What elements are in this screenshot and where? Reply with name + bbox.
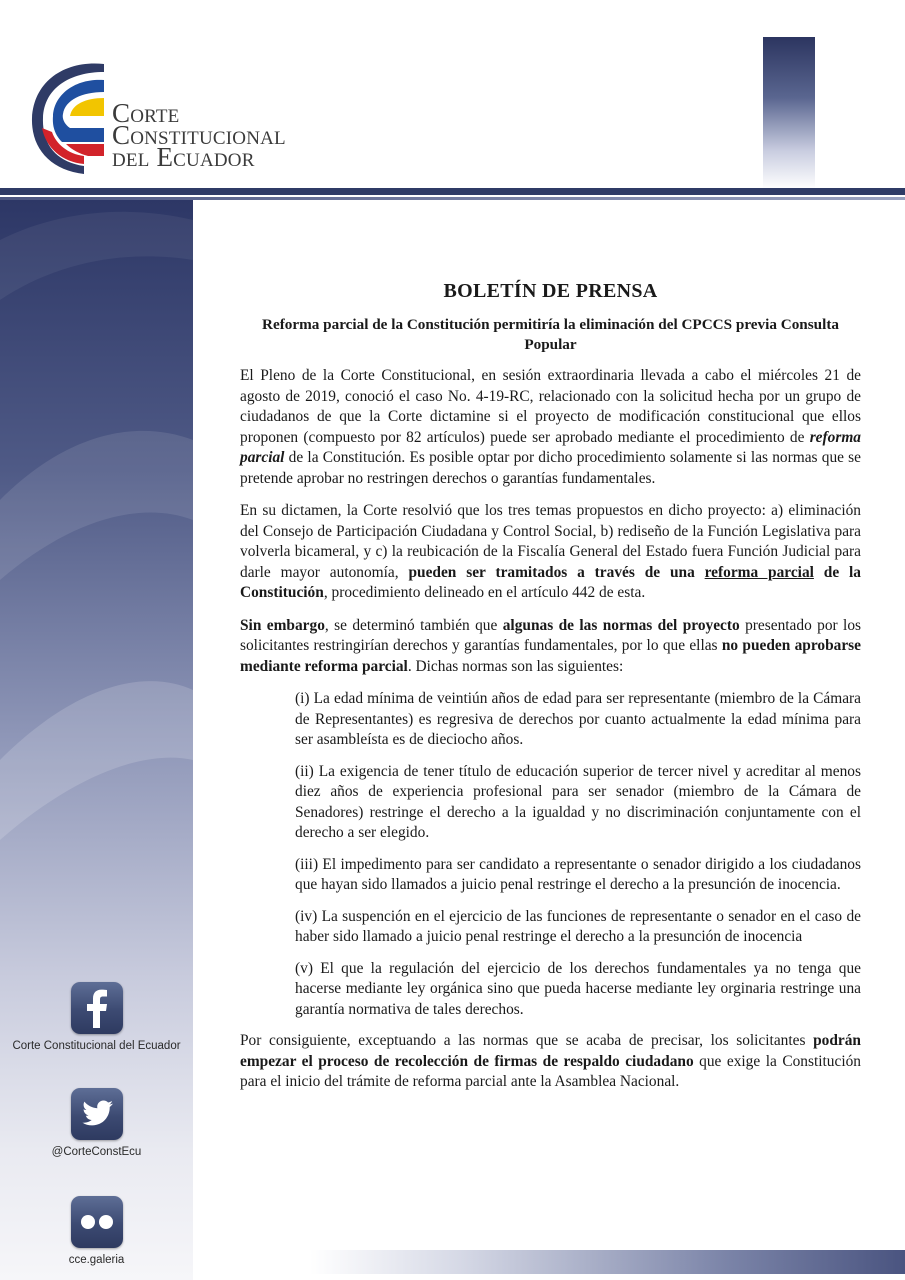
- letterhead: [0, 0, 905, 200]
- flickr-label: cce.galeria: [68, 1254, 125, 1266]
- footer-accent-bar: [310, 1250, 905, 1274]
- paragraph-2: [240, 501, 861, 604]
- list-item: (iv) La suspención en el ejercicio de las funciones de representante o senador en el caso de haber sido llamado a juicio penal restringe el derecho a la presunción de inocencia: [295, 907, 861, 945]
- paragraph-4: [240, 1031, 861, 1093]
- header-rule: [0, 188, 905, 195]
- text: En su dictamen, la Corte resolvió que los tres temas propuestos en dicho proyecto: a) eliminación del Consejo de Participación Ciudadana y Control Social, b) rediseño de la Función Legislativa para volverla bicameral, y c) la reubicación de la Fiscalía General del Estado fuera Función Judicial para darle mayor autonomía,: [240, 502, 861, 581]
- bold-text: de la Constitución: [240, 563, 861, 601]
- text: , se determinó también que: [324, 616, 503, 634]
- text: de la Constitución. Es posible optar por dicho procedimiento solamente si las normas que se pretende aprobar no restringen derechos o garantías fundamentales.: [240, 449, 861, 487]
- bold-text: Sin embargo: [240, 616, 325, 634]
- text: presentado por los solicitantes restringirían derechos y garantías fundamentales, por lo que ellas: [240, 616, 862, 654]
- header-accent-bar: [763, 37, 815, 189]
- list-item: (i) La edad mínima de veintiún años de edad para ser representante (miembro de la Cámara de Representantes) es regresiva de derechos por cuanto actualmente la edad mínima para ser asambleísta es de dieciocho años.: [295, 690, 861, 748]
- facebook-label: Corte Constitucional del Ecuador: [12, 1040, 181, 1052]
- flickr-icon: [71, 1196, 123, 1248]
- twitter-icon: [71, 1088, 123, 1140]
- court-logo: [26, 58, 306, 188]
- facebook-icon: [71, 982, 123, 1034]
- bold-text: no pueden aprobarse mediante reforma parcial: [240, 637, 861, 675]
- court-name: [112, 98, 286, 172]
- court-emblem-icon: [26, 58, 108, 176]
- bold-text: pueden ser tramitados a través de una: [408, 563, 705, 581]
- text: . Dichas normas son las siguientes:: [407, 657, 624, 675]
- bold-text: podrán empezar el proceso de recolección de firmas de respaldo ciudadano: [240, 1032, 861, 1070]
- text: El Pleno de la Corte Constitucional, en sesión extraordinaria llevada a cabo el miércoles 21 de agosto de 2019, conoció el caso No. 4-19-RC, relacionado con la solicitud hecha por un grupo de ciudadanos de que la Corte dictamine si el proyecto de modificación constitucional que ellos proponen (compuesto por 82 artículos) puede ser aprobado mediante el procedimiento de: [240, 367, 861, 446]
- text: Por consiguiente, exceptuando a las normas que se acaba de precisar, los solicitantes: [240, 1032, 814, 1049]
- bold-text: algunas de las normas del proyecto: [502, 616, 740, 634]
- paragraph-1: [240, 366, 861, 489]
- emphasis: reforma parcial: [240, 428, 861, 466]
- flickr-link[interactable]: [0, 1196, 193, 1266]
- text: , procedimiento delineado en el artículo 442 de esta.: [323, 584, 646, 601]
- paragraph-3: [240, 616, 861, 678]
- twitter-label: @CorteConstEcu: [51, 1146, 142, 1158]
- list-item: (ii) La exigencia de tener título de educación superior de tercer nivel y acreditar al menos diez años de experiencia profesional para ser senador (miembro de la Cámara de Senadores) restringe el derecho a la igualdad y no discriminación conjuntamente con el derecho a ser elegido.: [295, 762, 861, 841]
- twitter-link[interactable]: [0, 1088, 193, 1158]
- sidebar: [0, 200, 193, 1280]
- bold-underlined-text: reforma parcial: [704, 563, 814, 581]
- logo-line-2: Constitucional: [112, 120, 286, 150]
- press-release-body: [240, 280, 861, 1105]
- logo-line-1: Corte: [112, 98, 180, 128]
- facebook-link[interactable]: [0, 982, 193, 1052]
- page-subtitle: Reforma parcial de la Constitución permitiría la eliminación del CPCCS previa Consulta Popular: [262, 316, 839, 353]
- list-item: (iii) El impedimento para ser candidato a representante o senador dirigido a los ciudadanos que hayan sido llamados a juicio penal restringe el derecho a la presunción de inocencia.: [295, 855, 861, 893]
- list-item: (v) El que la regulación del ejercicio de los derechos fundamentales ya no tenga que hacerse mediante ley orgánica sino que pueda hacerse mediante ley orginaria restringe una garantía normativa de tales derechos.: [295, 959, 861, 1018]
- text: que exige la Constitución para el inicio del trámite de reforma parcial ante la Asamblea Nacional.: [240, 1052, 861, 1090]
- logo-line-3: del Ecuador: [112, 142, 255, 172]
- page-title: BOLETÍN DE PRENSA: [443, 280, 658, 302]
